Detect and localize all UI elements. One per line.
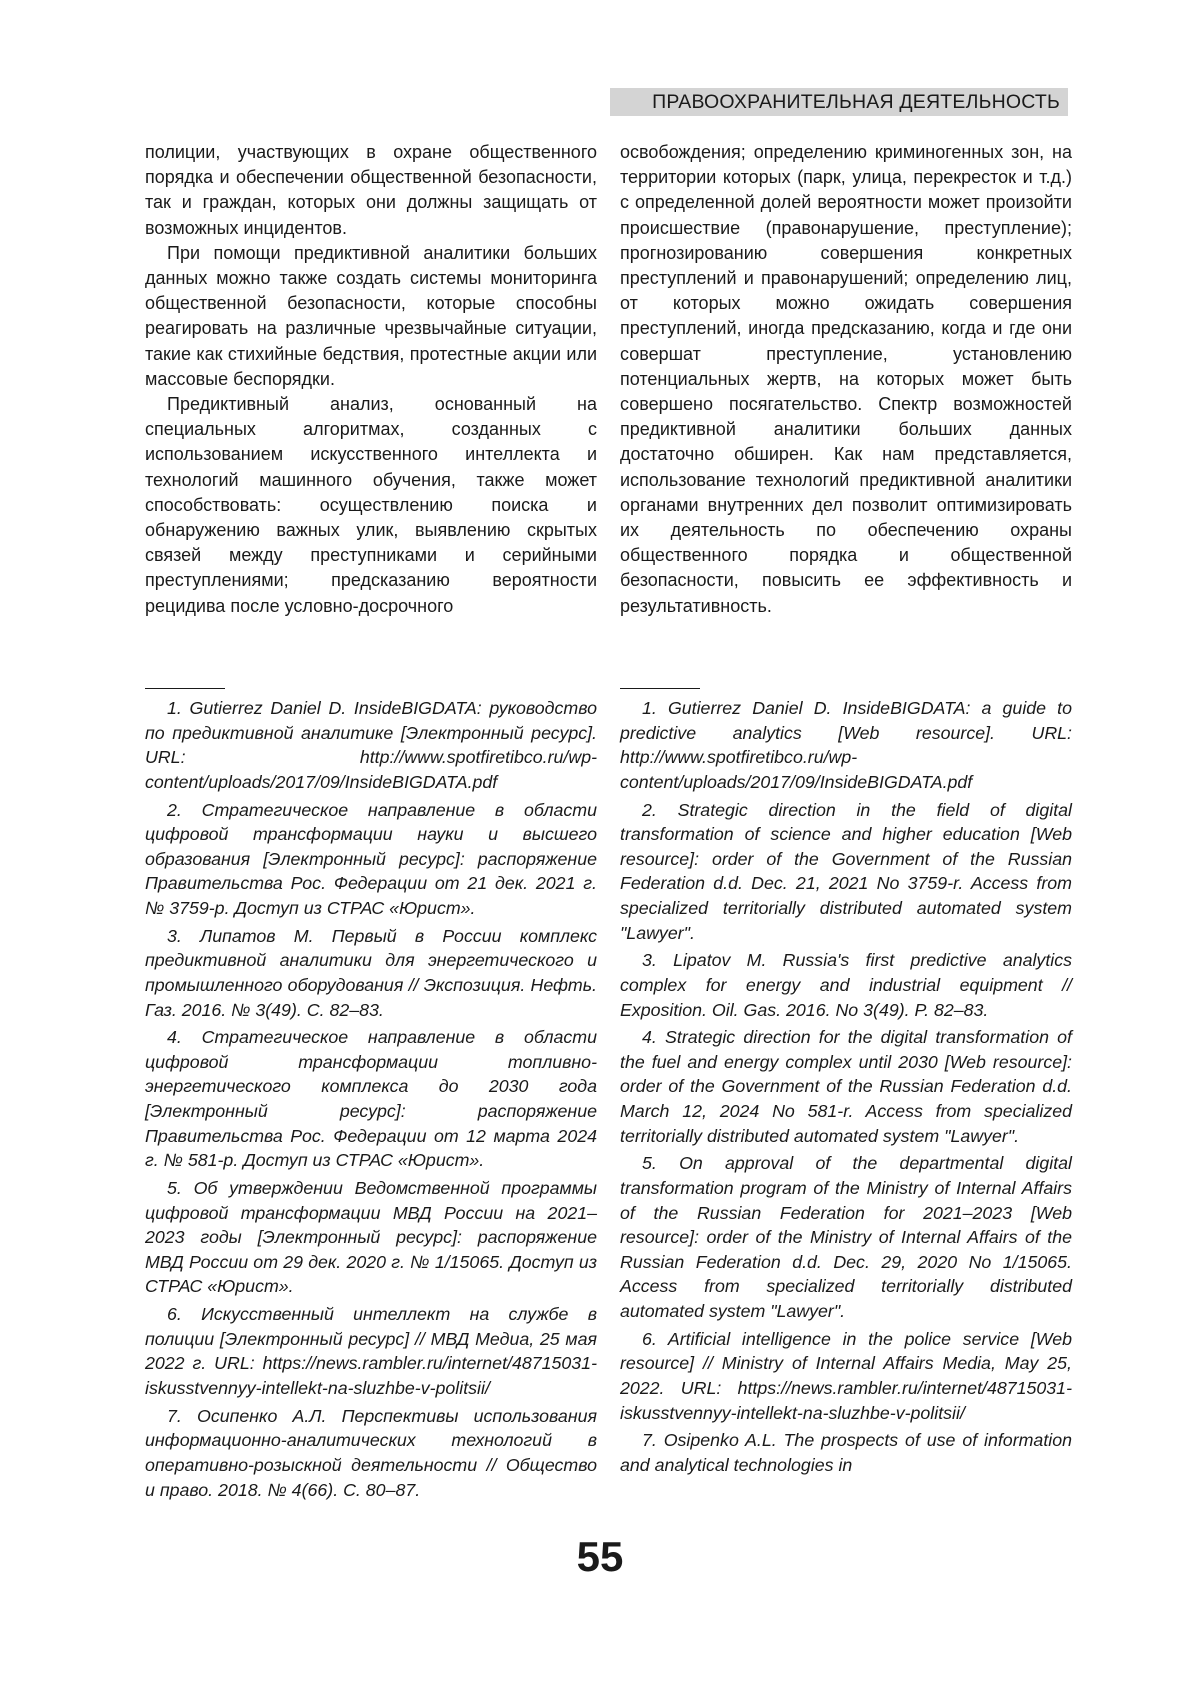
body-column-right <box>620 140 1072 619</box>
body-paragraph: освобождения; определению криминогенных зон, на территории которых (парк, улица, перекресток и т.д.) с определенной долей вероятности может произойти происшествие (правонарушение, преступление); прогнозированию совершения конкретных преступлений и правонарушений; определению лиц, от которых можно ожидать совершения преступлений, иногда предсказанию, когда и где они совершат преступление, установлению потенциальных жертв, на которых может быть совершено посягательство. Спектр возможностей предиктивной аналитики больших данных достаточно обширен. Как нам представляется, использование технологий предиктивной аналитики органами внутренних дел позволит оптимизировать их деятельность по обеспечению охраны общественного порядка и общественной безопасности, повысить ее эффективность и результативность. <box>620 142 1072 616</box>
section-header: ПРАВООХРАНИТЕЛЬНАЯ ДЕЯТЕЛЬНОСТЬ <box>610 88 1068 116</box>
footnote-item: 2. Strategic direction in the field of digital transformation of science and higher education [Web resource]: order of the Government of the Russian Federation d.d. Dec. 21, 2021 No 3759-r. Access from specialized territorially distributed automated system "Lawyer". <box>620 799 1072 943</box>
footnote-item: 6. Artificial intelligence in the police service [Web resource] // Ministry of Internal Affairs Media, May 25, 2022. URL: https://news.rambler.ru/internet/48715031-iskusstvennyy-intellekt-na-sluzhbe-v-politsii/ <box>620 1328 1072 1423</box>
footnote-item: 5. Об утверждении Ведомственной программы цифровой трансформации МВД России на 2021–2023 годы [Электронный ресурс]: распоряжение МВД России от 29 дек. 2020 г. № 1/15065. Доступ из СТРАС «Юрист». <box>145 1178 597 1297</box>
footnote-item: 4. Стратегическое направление в области цифровой трансформации топливно-энергетического комплекса до 2030 года [Электронный ресурс]: распоряжение Правительства Рос. Федерации от 12 марта 2024 г. № 581-р. Доступ из СТРАС «Юрист». <box>145 1027 597 1171</box>
footnote-item: 3. Lipatov M. Russia's first predictive analytics complex for energy and industrial equipment // Exposition. Oil. Gas. 2016. No 3(49). P. 82–83. <box>620 950 1072 1020</box>
body-paragraph: полиции, участвующих в охране общественного порядка и обеспечении общественной безопасности, так и граждан, которых они должны защищать от возможных инцидентов. <box>145 142 597 238</box>
footnote-item: 3. Липатов М. Первый в России комплекс предиктивной аналитики для энергетического и промышленного оборудования // Экспозиция. Нефть. Газ. 2016. № 3(49). С. 82–83. <box>145 925 597 1020</box>
footnote-item: 5. On approval of the departmental digital transformation program of the Ministry of Internal Affairs of the Russian Federation for 2021–2023 [Web resource]: order of the Ministry of Internal Affairs of the Russian Federation d.d. Dec. 29, 2020 No 1/15065. Access from specialized territorially distributed automated system "Lawyer". <box>620 1153 1072 1321</box>
footnote-item: 6. Искусственный интеллект на службе в полиции [Электронный ресурс] // МВД Медиа, 25 мая 2022 г. URL: https://news.rambler.ru/internet/48715031-iskusstvennyy-intellekt-na-sluzhbe-v-politsii/ <box>145 1304 597 1398</box>
footnote-item: 7. Осипенко А.Л. Перспективы использования информационно-аналитических технологий в оперативно-розыскной деятельности // Общество и право. 2018. № 4(66). С. 80–87. <box>145 1405 597 1500</box>
footnote-separator-left <box>145 688 225 689</box>
body-column-left <box>145 140 597 619</box>
footnote-separator-right <box>620 688 700 689</box>
footnotes-english <box>620 696 1072 1481</box>
page-number: 55 <box>576 1533 624 1580</box>
footnote-item: 1. Gutierrez Daniel D. InsideBIGDATA: руководство по предиктивной аналитике [Электронный ресурс]. URL: http://www.spotfiretibco.ru/wp-content/uploads/2017/09/InsideBIGDATA.pdf <box>145 698 597 792</box>
body-paragraph: Предиктивный анализ, основанный на специальных алгоритмах, созданных с использованием искусственного интеллекта и технологий машинного обучения, также может способствовать: осуществлению поиска и обнаружению важных улик, выявлению скрытых связей между преступниками и серийными преступлениями; предсказанию вероятности рецидива после условно-досрочного <box>145 394 597 616</box>
footnote-item: 7. Osipenko A.L. The prospects of use of information and analytical technologies in <box>620 1430 1072 1475</box>
footnote-item: 4. Strategic direction for the digital transformation of the fuel and energy complex until 2030 [Web resource]: order of the Government of the Russian Federation d.d. March 12, 2024 No 581-r. Access from specialized territorially distributed automated system "Lawyer". <box>620 1027 1072 1146</box>
footnotes-russian <box>145 696 597 1505</box>
footnote-item: 2. Стратегическое направление в области цифровой трансформации науки и высшего образования [Электронный ресурс]: распоряжение Правительства Рос. Федерации от 21 дек. 2021 г. № 3759-р. Доступ из СТРАС «Юрист». <box>145 799 597 918</box>
body-paragraph: При помощи предиктивной аналитики больших данных можно также создать системы мониторинга общественной безопасности, которые способны реагировать на различные чрезвычайные ситуации, такие как стихийные бедствия, протестные акции или массовые беспорядки. <box>145 242 597 389</box>
footnote-item: 1. Gutierrez Daniel D. InsideBIGDATA: a guide to predictive analytics [Web resource]. URL: http://www.spotfiretibco.ru/wp-content/uploads/2017/09/InsideBIGDATA.pdf <box>620 698 1072 792</box>
